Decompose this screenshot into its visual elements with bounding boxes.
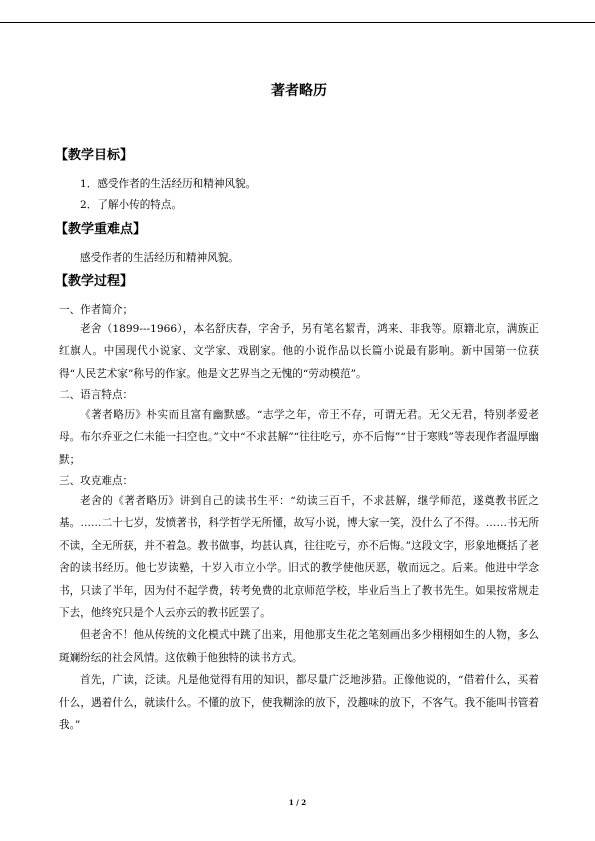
header-rule [0, 22, 595, 23]
section-2-title: 二、语言特点： [59, 389, 134, 401]
broad-reading-paragraph: 首先，广读，泛读。凡是他觉得有用的知识，都尽量广泛地涉猎。正像他说的，“借着什么，买着什么，遇着什么，就读什么。不懂的放下，使我糊涂的放下，没趣味的放下，不客气。我不能叫书管着我。” [59, 674, 539, 732]
section-3-title: 三、攻克难点： [59, 475, 134, 487]
page-title: 著者略历 [271, 83, 327, 99]
goal-item-1: 1．感受作者的生活经历和精神风貌。 [80, 178, 257, 190]
section-3-body [59, 490, 539, 736]
goals-heading: 【教学目标】 [55, 148, 134, 163]
key-points-text: 感受作者的生活经历和精神风貌。 [80, 252, 239, 264]
language-features-paragraph: 《著者略历》朴实而且富有幽默感。“志学之年，帝王不存，可谓无君。无父无君，特别孝爱老母。布尔乔亚之仁未能一扫空也。”文中“不求甚解”“往往吃亏，亦不后悔”“甘于寒贱”等表现作者温厚幽默； [59, 409, 539, 466]
page-number: 1 / 2 [288, 798, 307, 807]
section-2-body [59, 404, 539, 471]
unique-reading-paragraph: 但老舍不！他从传统的文化模式中跳了出来，用他那支生花之笔刻画出多少栩栩如生的人物，多么斑斓纷纭的社会风情。这依赖于他独特的读书方式。 [59, 629, 539, 664]
reading-life-paragraph: 老舍的《著者略历》讲到自己的读书生平：“幼读三百千，不求甚解，继学师范，遂奠教书匠之基。……二十七岁，发愤著书，科学哲学无所懂，故写小说，博大家一笑，没什么了不得。……书无所不读，全无所获，并不着急。教书做事，均甚认真，往往吃亏，亦不后悔。”这段文字，形象地概括了老舍的读书经历。他七岁读塾，十岁入市立小学。旧式的教学使他厌恶，敬而远之。后来。他进中学念书，只读了半年，因为付不起学费，转考免费的北京师范学校，毕业后当上了教书先生。如果按常规走下去，他终究只是个人云亦云的教书匠罢了。 [59, 495, 539, 620]
process-heading: 【教学过程】 [55, 274, 134, 289]
key-points-heading: 【教学重难点】 [55, 222, 147, 237]
author-intro-paragraph: 老舍（1899---1966），本名舒庆春，字舍予，另有笔名絜青，鸿来、非我等。原籍北京，满族正红旗人。中国现代小说家、文学家、戏剧家。他的小说作品以长篇小说最有影响。新中国第一位获得“人民艺术家”称号的作家。他是文艺界当之无愧的“劳动模范”。 [59, 323, 539, 380]
section-1-title: 一、作者简介； [59, 304, 134, 316]
section-1-body [59, 318, 539, 385]
goal-item-2: 2．了解小传的特点。 [80, 199, 183, 211]
